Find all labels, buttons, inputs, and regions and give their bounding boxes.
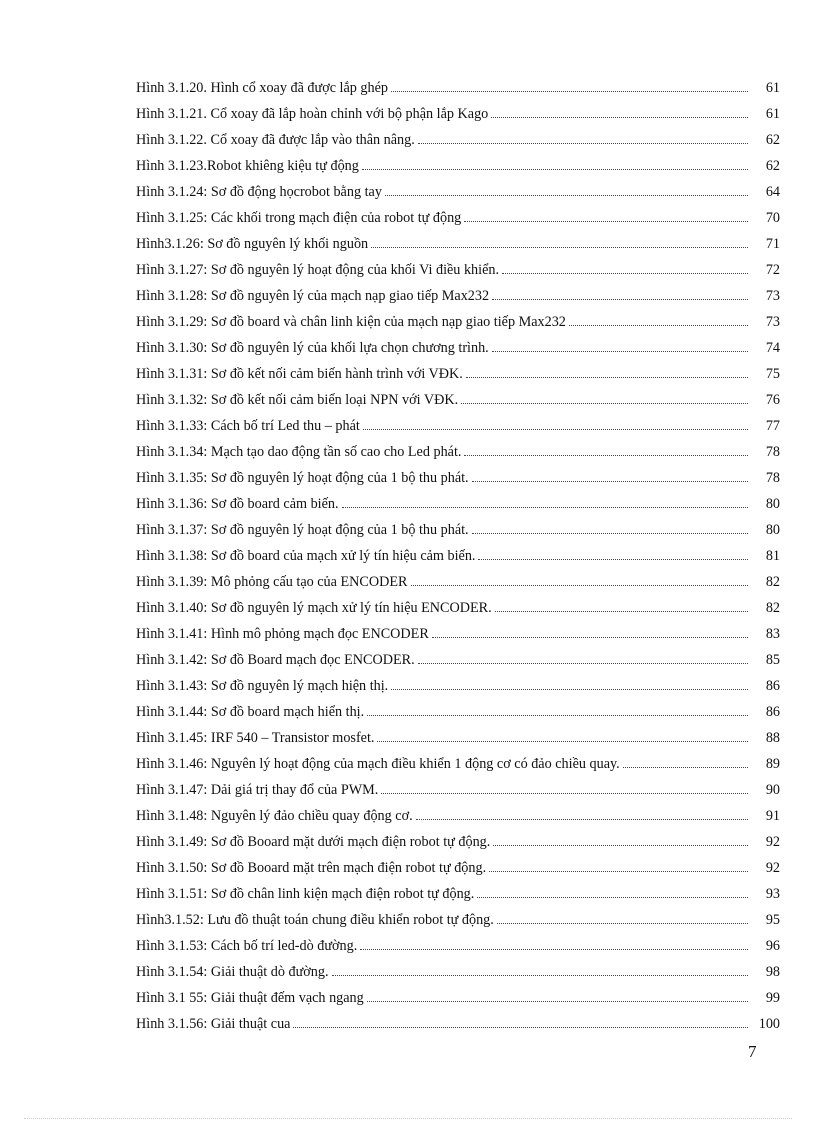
toc-dot-leader (491, 102, 748, 118)
toc-entry-label: Hình 3.1.35: Sơ đồ nguyên lý hoạt động của 1 bộ thu phát. (136, 470, 469, 486)
toc-dot-leader (472, 518, 748, 534)
toc-entry-page: 86 (765, 704, 780, 720)
toc-dot-leader (363, 414, 748, 430)
toc-dot-leader (362, 154, 748, 170)
toc-entry-label: Hình 3.1.27: Sơ đồ nguyên lý hoạt động của khối Vi điều khiển. (136, 262, 500, 278)
toc-dot-leader (472, 466, 748, 482)
toc-entry (136, 440, 780, 466)
toc-dot-leader (478, 544, 748, 560)
toc-entry (136, 388, 780, 414)
toc-dot-leader (411, 570, 749, 586)
toc-entry-page: 62 (765, 132, 780, 148)
page-footer-divider (24, 1118, 792, 1119)
toc-entry-label: Hình 3.1.38: Sơ đồ board của mạch xử lý tín hiệu cảm biến. (136, 548, 476, 564)
toc-entry (136, 232, 780, 258)
toc-entry (136, 492, 780, 518)
toc-entry-page: 76 (765, 392, 780, 408)
toc-dot-leader (432, 622, 748, 638)
toc-entry-label: Hình 3.1.22. Cổ xoay đã được lắp vào thân nâng. (136, 132, 415, 148)
toc-entry (136, 856, 780, 882)
toc-dot-leader (391, 76, 748, 92)
toc-entry (136, 700, 780, 726)
toc-entry (136, 258, 780, 284)
toc-dot-leader (466, 362, 748, 378)
toc-dot-leader (461, 388, 748, 404)
toc-entry-page: 90 (765, 782, 780, 798)
toc-entry-page: 82 (765, 574, 780, 590)
toc-entry (136, 648, 780, 674)
toc-entry (136, 362, 780, 388)
toc-entry-label: Hình 3.1.29: Sơ đồ board và chân linh kiện của mạch nạp giao tiếp Max232 (136, 314, 566, 330)
toc-dot-leader (293, 1012, 748, 1028)
toc-entry (136, 154, 780, 180)
toc-dot-leader (569, 310, 748, 326)
toc-entry-page: 91 (765, 808, 780, 824)
toc-entry (136, 752, 780, 778)
toc-entry-page: 85 (765, 652, 780, 668)
toc-entry (136, 336, 780, 362)
toc-entry-label: Hình 3.1.44: Sơ đồ board mạch hiển thị. (136, 704, 365, 720)
toc-entry-label: Hình 3.1.20. Hình cổ xoay đã được lắp ghép (136, 80, 388, 96)
toc-dot-leader (332, 960, 748, 976)
toc-dot-leader (367, 986, 748, 1002)
toc-entry-page: 82 (765, 600, 780, 616)
toc-entry (136, 310, 780, 336)
toc-entry-page: 89 (765, 756, 780, 772)
toc-entry (136, 102, 780, 128)
figure-list (136, 76, 780, 1038)
toc-entry (136, 934, 780, 960)
toc-entry (136, 596, 780, 622)
toc-entry-page: 88 (765, 730, 780, 746)
toc-entry-page: 72 (765, 262, 780, 278)
page-number: 7 (748, 1042, 757, 1061)
toc-entry-label: Hình 3.1.25: Các khối trong mạch điện của robot tự động (136, 210, 462, 226)
toc-entry-page: 61 (765, 80, 780, 96)
toc-dot-leader (342, 492, 748, 508)
toc-entry (136, 128, 780, 154)
toc-entry-label: Hình 3.1.31: Sơ đồ kết nối cảm biến hành trình với VĐK. (136, 366, 463, 382)
toc-entry-page: 80 (765, 522, 780, 538)
toc-entry-label: Hình 3.1.54: Giải thuật dò đường. (136, 964, 329, 980)
toc-entry-label: Hình 3.1.32: Sơ đồ kết nối cảm biến loại NPN với VĐK. (136, 392, 459, 408)
toc-entry-label: Hình 3.1.53: Cách bố trí led-dò đường. (136, 938, 358, 954)
toc-dot-leader (385, 180, 748, 196)
toc-entry-label: Hình 3.1.37: Sơ đồ nguyên lý hoạt động của 1 bộ thu phát. (136, 522, 469, 538)
toc-entry-page: 92 (765, 834, 780, 850)
toc-dot-leader (367, 700, 748, 716)
toc-entry-page: 71 (765, 236, 780, 252)
toc-dot-leader (477, 882, 748, 898)
toc-dot-leader (418, 128, 748, 144)
toc-entry-page: 62 (765, 158, 780, 174)
toc-entry-page: 86 (765, 678, 780, 694)
toc-entry-label: Hình 3.1.36: Sơ đồ board cảm biến. (136, 496, 339, 512)
toc-entry-page: 81 (765, 548, 780, 564)
toc-entry-page: 99 (765, 990, 780, 1006)
toc-entry (136, 1012, 780, 1038)
toc-entry-page: 64 (765, 184, 780, 200)
toc-entry-label: Hình 3.1.23.Robot khiêng kiệu tự động (136, 158, 359, 174)
toc-entry (136, 414, 780, 440)
toc-entry-page: 78 (765, 470, 780, 486)
toc-entry-label: Hình 3.1.49: Sơ đồ Booard mặt dưới mạch điện robot tự động. (136, 834, 491, 850)
toc-entry (136, 518, 780, 544)
toc-entry-page: 93 (765, 886, 780, 902)
toc-entry-label: Hình 3.1.21. Cổ xoay đã lắp hoàn chỉnh với bộ phận lắp Kago (136, 106, 489, 122)
toc-dot-leader (623, 752, 748, 768)
toc-entry-page: 83 (765, 626, 780, 642)
toc-dot-leader (464, 206, 748, 222)
toc-entry (136, 284, 780, 310)
toc-dot-leader (360, 934, 748, 950)
toc-entry-label: Hình 3.1.48: Nguyên lý đảo chiều quay động cơ. (136, 808, 413, 824)
toc-entry (136, 986, 780, 1012)
toc-dot-leader (502, 258, 748, 274)
toc-dot-leader (497, 908, 748, 924)
toc-dot-leader (495, 596, 748, 612)
toc-entry-page: 61 (765, 106, 780, 122)
toc-entry-page: 78 (765, 444, 780, 460)
toc-entry-label: Hình 3.1.34: Mạch tạo dao động tần số cao cho Led phát. (136, 444, 462, 460)
toc-entry-page: 73 (765, 288, 780, 304)
toc-entry (136, 908, 780, 934)
toc-dot-leader (416, 804, 748, 820)
toc-entry (136, 960, 780, 986)
toc-entry (136, 180, 780, 206)
toc-entry (136, 830, 780, 856)
toc-entry (136, 76, 780, 102)
toc-entry-label: Hình3.1.52: Lưu đồ thuật toán chung điều khiển robot tự động. (136, 912, 494, 928)
toc-entry (136, 804, 780, 830)
toc-entry-label: Hình 3.1.50: Sơ đồ Booard mặt trên mạch điện robot tự động. (136, 860, 487, 876)
toc-entry (136, 726, 780, 752)
toc-entry-label: Hình 3.1.41: Hình mô phỏng mạch đọc ENCODER (136, 626, 429, 642)
toc-entry-label: Hình 3.1.47: Dải giá trị thay đổ của PWM. (136, 782, 379, 798)
toc-dot-leader (377, 726, 748, 742)
toc-entry-label: Hình 3.1.45: IRF 540 – Transistor mosfet. (136, 730, 375, 746)
toc-entry-label: Hình 3.1.46: Nguyên lý hoạt động của mạch điều khiển 1 động cơ có đảo chiều quay. (136, 756, 620, 772)
toc-entry-page: 95 (765, 912, 780, 928)
toc-dot-leader (492, 284, 748, 300)
toc-entry (136, 882, 780, 908)
toc-entry-label: Hình3.1.26: Sơ đồ nguyên lý khối nguồn (136, 236, 369, 252)
toc-entry-page: 92 (765, 860, 780, 876)
toc-entry (136, 544, 780, 570)
toc-entry-label: Hình 3.1.51: Sơ đồ chân linh kiện mạch điện robot tự động. (136, 886, 475, 902)
toc-dot-leader (418, 648, 748, 664)
toc-entry-label: Hình 3.1.39: Mô phỏng cấu tạo của ENCODER (136, 574, 408, 590)
toc-entry-page: 74 (765, 340, 780, 356)
toc-entry (136, 778, 780, 804)
toc-entry (136, 570, 780, 596)
toc-entry-label: Hình 3.1.43: Sơ đồ nguyên lý mạch hiện thị. (136, 678, 389, 694)
toc-entry (136, 466, 780, 492)
toc-entry-label: Hình 3.1.56: Giải thuật cua (136, 1016, 291, 1032)
toc-entry-label: Hình 3.1.28: Sơ đồ nguyên lý của mạch nạp giao tiếp Max232 (136, 288, 490, 304)
toc-entry-label: Hình 3.1.24: Sơ đồ động họcrobot bằng tay (136, 184, 382, 200)
toc-dot-leader (493, 830, 748, 846)
toc-dot-leader (492, 336, 748, 352)
toc-entry-page: 75 (765, 366, 780, 382)
toc-entry-label: Hình 3.1.42: Sơ đồ Board mạch đọc ENCODER. (136, 652, 415, 668)
toc-entry-label: Hình 3.1 55: Giải thuật đếm vạch ngang (136, 990, 364, 1006)
toc-dot-leader (371, 232, 748, 248)
toc-entry-page: 80 (765, 496, 780, 512)
toc-entry (136, 674, 780, 700)
toc-entry-page: 100 (758, 1016, 780, 1032)
toc-entry-label: Hình 3.1.40: Sơ đồ nguyên lý mạch xử lý tín hiệu ENCODER. (136, 600, 492, 616)
toc-entry-page: 77 (765, 418, 780, 434)
toc-entry-page: 96 (765, 938, 780, 954)
toc-entry-page: 73 (765, 314, 780, 330)
toc-dot-leader (489, 856, 748, 872)
toc-dot-leader (464, 440, 748, 456)
toc-entry-label: Hình 3.1.30: Sơ đồ nguyên lý của khối lựa chọn chương trình. (136, 340, 489, 356)
toc-entry-page: 70 (765, 210, 780, 226)
toc-entry-label: Hình 3.1.33: Cách bố trí Led thu – phát (136, 418, 360, 434)
toc-entry (136, 622, 780, 648)
toc-dot-leader (381, 778, 748, 794)
toc-entry (136, 206, 780, 232)
toc-dot-leader (391, 674, 748, 690)
toc-entry-page: 98 (765, 964, 780, 980)
